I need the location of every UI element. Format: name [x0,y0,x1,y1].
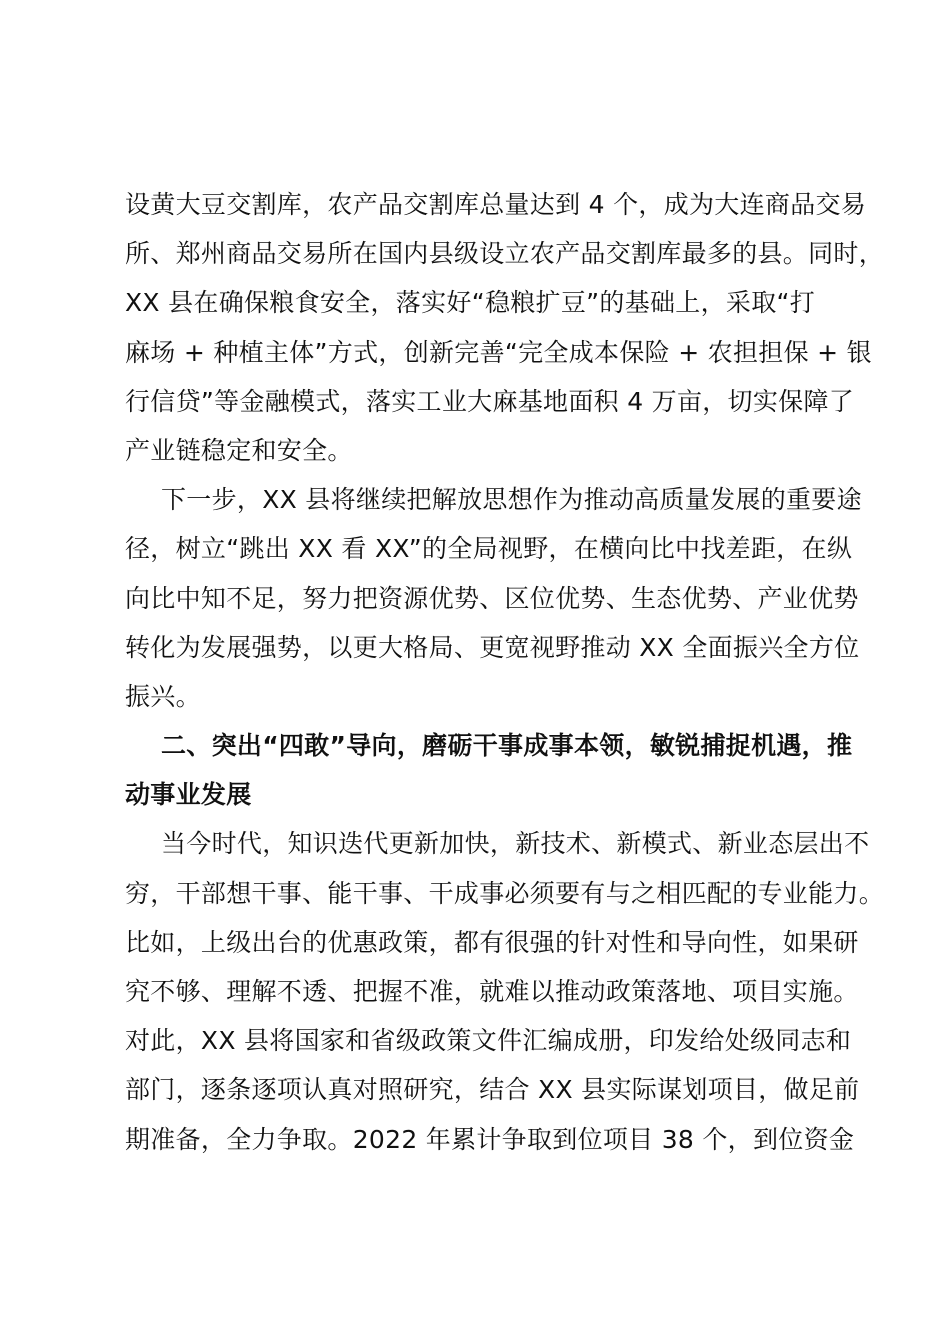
text-line: 转化为发展强势，以更大格局、更宽视野推动 XX 全面振兴全方位 [125,632,860,662]
text-line: 穷，干部想干事、能干事、干成事必须要有与之相匹配的专业能力。 [125,878,885,908]
heading-line: 动事业发展 [125,780,252,810]
text-line: 麻场 + 种植主体”方式，创新完善“完全成本保险 + 农担担保 + 银 [125,337,872,367]
text-line: 究不够、理解不透、把握不准，就难以推动政策落地、项目实施。 [125,977,859,1006]
text-line: XX 县在确保粮食安全，落实好“稳粮扩豆”的基础上，采取“打 [125,288,816,318]
text-line: 对此，XX 县将国家和省级政策文件汇编成册，印发给处级同志和 [125,1026,852,1056]
document-body [125,180,885,1164]
heading-line: 二、突出“四敢”导向，磨砺干事成事本领，敏锐捕捉机遇，推 [161,731,853,761]
paragraph-continued [125,180,885,475]
text-line: 下一步，XX 县将继续把解放思想作为推动高质量发展的重要途 [161,485,862,515]
text-line: 向比中知不足，努力把资源优势、区位优势、生态优势、产业优势 [125,583,859,613]
text-line: 设黄大豆交割库，农产品交割库总量达到 4 个，成为大连商品交易 [125,190,867,219]
text-line: 行信贷”等金融模式，落实工业大麻基地面积 4 万亩，切实保障了 [125,386,855,416]
paragraph-section-two [125,819,885,1163]
text-line: 径，树立“跳出 XX 看 XX”的全局视野，在横向比中找差距，在纵 [125,534,853,564]
text-line: 振兴。 [125,681,201,711]
text-line: 产业链稳定和安全。 [125,435,353,465]
text-line: 比如，上级出台的优惠政策，都有很强的针对性和导向性，如果研 [125,927,859,957]
section-heading [125,721,853,819]
text-line: 期准备，全力争取。2022 年累计争取到位项目 38 个，到位资金 [125,1124,855,1154]
text-line: 部门，逐条逐项认真对照研究，结合 XX 县实际谋划项目，做足前 [125,1075,860,1105]
text-line: 当今时代，知识迭代更新加快，新技术、新模式、新业态层出不 [161,829,870,859]
text-line: 所、郑州商品交易所在国内县级设立农产品交割库最多的县。同时， [125,239,885,269]
paragraph-next-step [125,475,862,721]
